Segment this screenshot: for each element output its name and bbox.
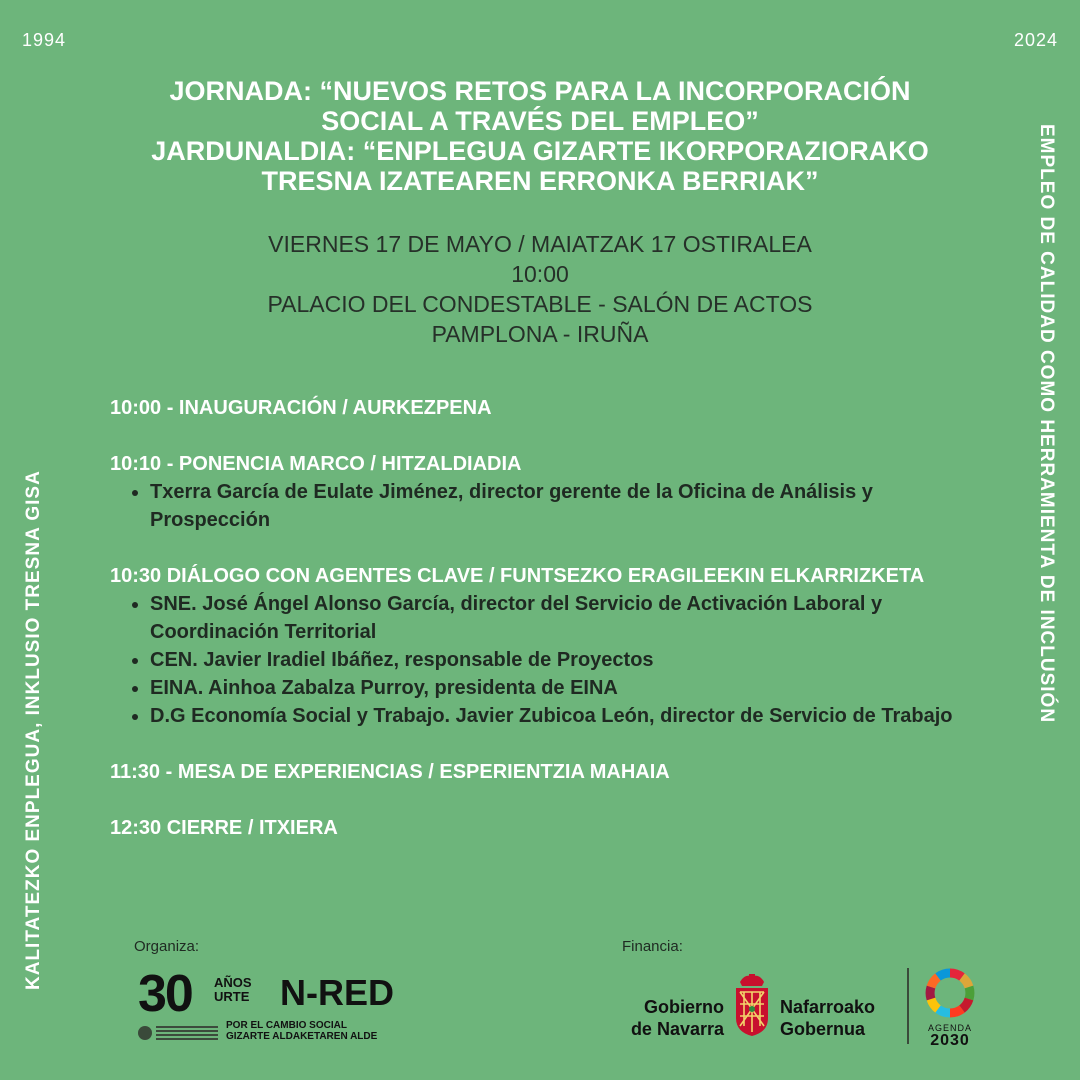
nred-years-label xyxy=(214,976,252,1004)
nred-tagline xyxy=(226,1020,377,1042)
nred-tagline-eu: GIZARTE ALDAKETAREN ALDE xyxy=(226,1031,378,1042)
agenda-year: 2030 xyxy=(930,1032,970,1049)
gobierno-eu-line: Gobernua xyxy=(780,1019,866,1039)
speaker-item: • D.G Economía Social y Trabajo. Javier Zubicoa León, director de Servicio de Trabajo xyxy=(150,702,990,730)
navarra-shield-icon xyxy=(732,974,772,1038)
year-start: 1994 xyxy=(22,30,67,50)
agenda-slot-heading: 10:00 - INAUGURACIÓN / AURKEZPENA xyxy=(110,397,492,419)
nred-anniversary-number: 30 xyxy=(138,965,192,1023)
agenda-slot-heading: 12:30 CIERRE / ITXIERA xyxy=(110,817,338,839)
agenda-slot xyxy=(110,394,990,422)
speaker-item: • SNE. José Ángel Alonso García, director del Servicio de Activación Laboral y Coordinación Territorial xyxy=(150,590,990,646)
title-line: SOCIAL A TRAVÉS DEL EMPLEO” xyxy=(321,106,759,136)
event-info xyxy=(60,229,1020,349)
gobierno-eu-name xyxy=(780,996,875,1040)
event-venue: PALACIO DEL CONDESTABLE - SALÓN DE ACTOS xyxy=(267,291,813,317)
gobierno-es-line: Gobierno xyxy=(644,997,724,1017)
event-time: 10:00 xyxy=(511,261,569,287)
agenda-slot-heading: 11:30 - MESA DE EXPERIENCIAS / ESPERIENTZIA MAHAIA xyxy=(110,761,670,783)
agenda xyxy=(110,394,990,870)
agenda-slot xyxy=(110,758,990,786)
organiza-label: Organiza: xyxy=(134,938,200,955)
agenda-slot-heading: 10:30 DIÁLOGO CON AGENTES CLAVE / FUNTSEZKO ERAGILEEKIN ELKARRIZKETA xyxy=(110,565,925,587)
logo-divider xyxy=(907,968,909,1044)
speaker-item: • CEN. Javier Iradiel Ibáñez, responsable de Proyectos xyxy=(150,646,990,674)
speaker-list xyxy=(110,478,990,534)
year-end: 2024 xyxy=(1013,30,1058,50)
agenda-slot xyxy=(110,562,990,730)
nred-name: N-RED xyxy=(280,972,394,1013)
nred-urte: URTE xyxy=(214,989,250,1004)
gobierno-es-line: de Navarra xyxy=(630,1019,724,1039)
sdg-wheel-icon xyxy=(925,968,975,1018)
agenda-slot-heading: 10:10 - PONENCIA MARCO / HITZALDIADIA xyxy=(110,453,522,475)
financia-label: Financia: xyxy=(622,938,683,955)
speaker-list xyxy=(110,590,990,730)
agenda-word: AGENDA xyxy=(927,1023,972,1033)
nred-tagline-es: POR EL CAMBIO SOCIAL xyxy=(226,1020,347,1031)
speaker-item: • EINA. Ainhoa Zabalza Purroy, presidenta de EINA xyxy=(150,674,990,702)
nred-logo xyxy=(138,965,418,1050)
agenda-slot xyxy=(110,450,990,534)
title-line: JORNADA: “NUEVOS RETOS PARA LA INCORPORACIÓN xyxy=(169,76,911,106)
side-text-right: EMPLEO DE CALIDAD COMO HERRAMIENTA DE INCLUSIÓN xyxy=(1036,124,1057,724)
event-date: VIERNES 17 DE MAYO / MAIATZAK 17 OSTIRALEA xyxy=(268,231,812,257)
nred-fine-print-icon xyxy=(156,1024,218,1042)
event-title xyxy=(60,76,1020,196)
nred-seal-icon xyxy=(138,1026,152,1040)
title-line: TRESNA IZATEAREN ERRONKA BERRIAK” xyxy=(261,166,819,196)
agenda-slot xyxy=(110,814,990,842)
nred-anos: AÑOS xyxy=(214,975,252,990)
agenda-2030-logo xyxy=(920,968,980,1049)
title-line: JARDUNALDIA: “ENPLEGUA GIZARTE IKORPORAZIORAKO xyxy=(151,136,929,166)
gobierno-navarra-logo xyxy=(618,972,908,1042)
event-city: PAMPLONA - IRUÑA xyxy=(431,321,649,347)
speaker-item: • Txerra García de Eulate Jiménez, director gerente de la Oficina de Análisis y Prospección xyxy=(150,478,990,534)
gobierno-es-name xyxy=(631,996,724,1040)
gobierno-eu-line: Nafarroako xyxy=(780,997,876,1017)
side-text-left: KALITATEZKO ENPLEGUA, INKLUSIO TRESNA GISA xyxy=(23,470,44,990)
